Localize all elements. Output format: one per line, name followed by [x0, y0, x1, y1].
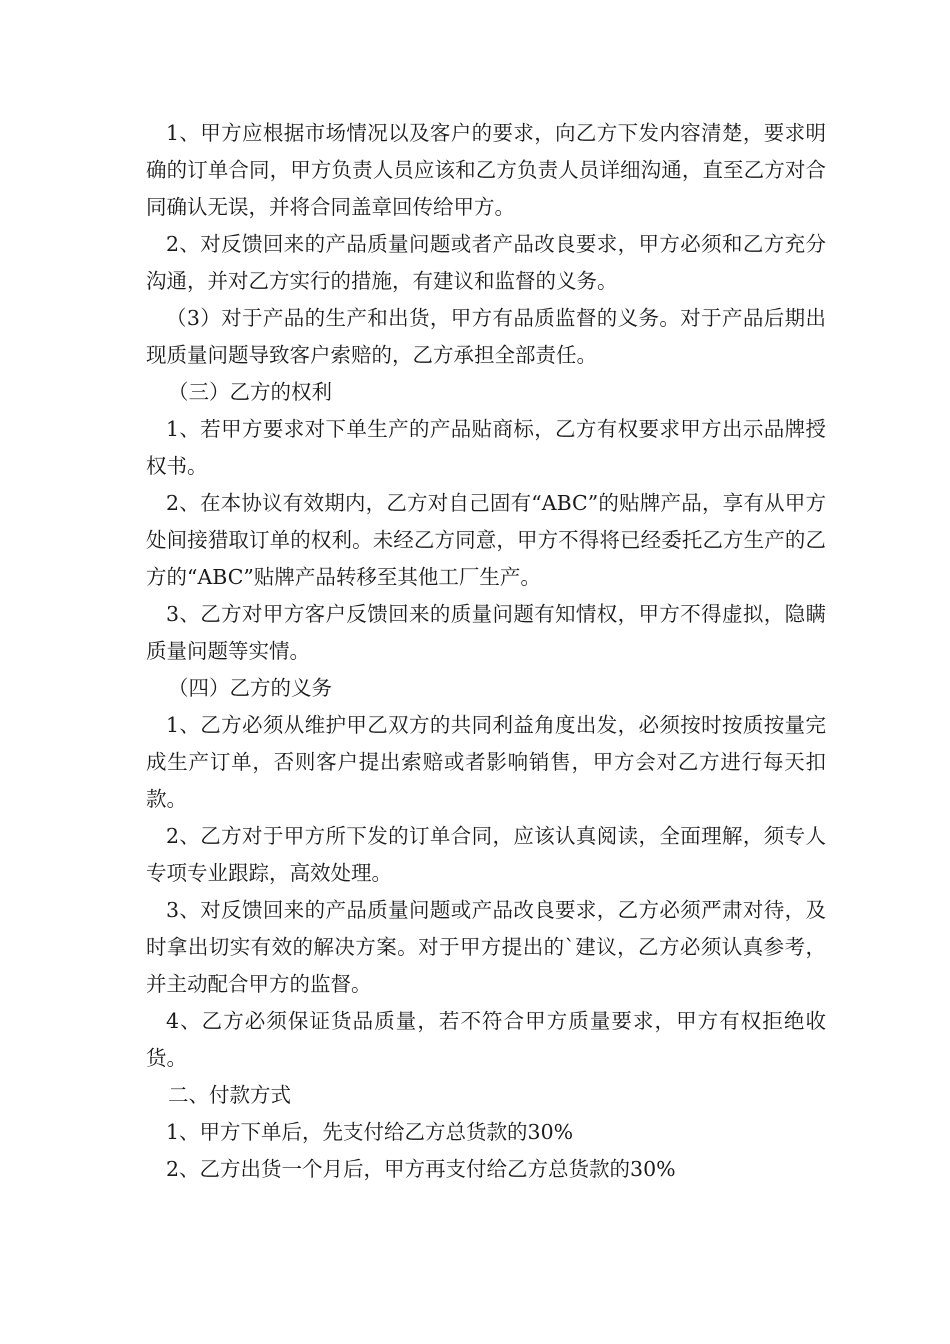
paragraph-goods-quality: 4、乙方必须保证货品质量，若不符合甲方质量要求，甲方有权拒绝收货。 — [146, 1009, 826, 1070]
section-heading-payment-method: 二、付款方式 — [168, 1083, 291, 1107]
paragraph-on-time-production: 1、乙方必须从维护甲乙双方的共同利益角度出发，必须按时按质按量完成生产订单，否则客户提出索赔或者影响销售，甲方会对乙方进行每天扣款。 — [146, 713, 826, 811]
section-heading-party-b-obligations: （四）乙方的义务 — [168, 676, 332, 700]
paragraph-brand-authorization: 1、若甲方要求对下单生产的产品贴商标，乙方有权要求甲方出示品牌授权书。 — [146, 417, 826, 478]
paragraph-payment-second: 2、乙方出货一个月后，甲方再支付给乙方总货款的30% — [166, 1157, 676, 1181]
paragraph-quality-supervision: （3）对于产品的生产和出货，甲方有品质监督的义务。对于产品后期出现质量问题导致客户索赔的，乙方承担全部责任。 — [146, 306, 826, 367]
paragraph-improvement-solutions: 3、对反馈回来的产品质量问题或产品改良要求，乙方必须严肃对待，及时拿出切实有效的解决方案。对于甲方提出的`建议，乙方必须认真参考，并主动配合甲方的监督。 — [146, 898, 826, 996]
paragraph-right-to-know: 3、乙方对甲方客户反馈回来的质量问题有知情权，甲方不得虚拟，隐瞒质量问题等实情。 — [146, 602, 826, 663]
paragraph-order-contract: 1、甲方应根据市场情况以及客户的要求，向乙方下发内容清楚，要求明确的订单合同，甲方负责人员应该和乙方负责人员详细沟通，直至乙方对合同确认无误，并将合同盖章回传给甲方。 — [146, 121, 826, 219]
paragraph-quality-feedback: 2、对反馈回来的产品质量问题或者产品改良要求，甲方必须和乙方充分沟通，并对乙方实行的措施，有建议和监督的义务。 — [146, 232, 826, 293]
section-heading-party-b-rights: （三）乙方的权利 — [168, 380, 332, 404]
paragraph-contract-reading: 2、乙方对于甲方所下发的订单合同，应该认真阅读，全面理解，须专人专项专业跟踪，高效处理。 — [146, 824, 826, 885]
paragraph-abc-oem-rights: 2、在本协议有效期内，乙方对自己固有“ABC”的贴牌产品，享有从甲方处间接猎取订单的权利。未经乙方同意，甲方不得将已经委托乙方生产的乙方的“ABC”贴牌产品转移至其他工厂生产。 — [146, 491, 826, 589]
document-page — [146, 115, 826, 1188]
paragraph-payment-first: 1、甲方下单后，先支付给乙方总货款的30% — [166, 1120, 574, 1144]
